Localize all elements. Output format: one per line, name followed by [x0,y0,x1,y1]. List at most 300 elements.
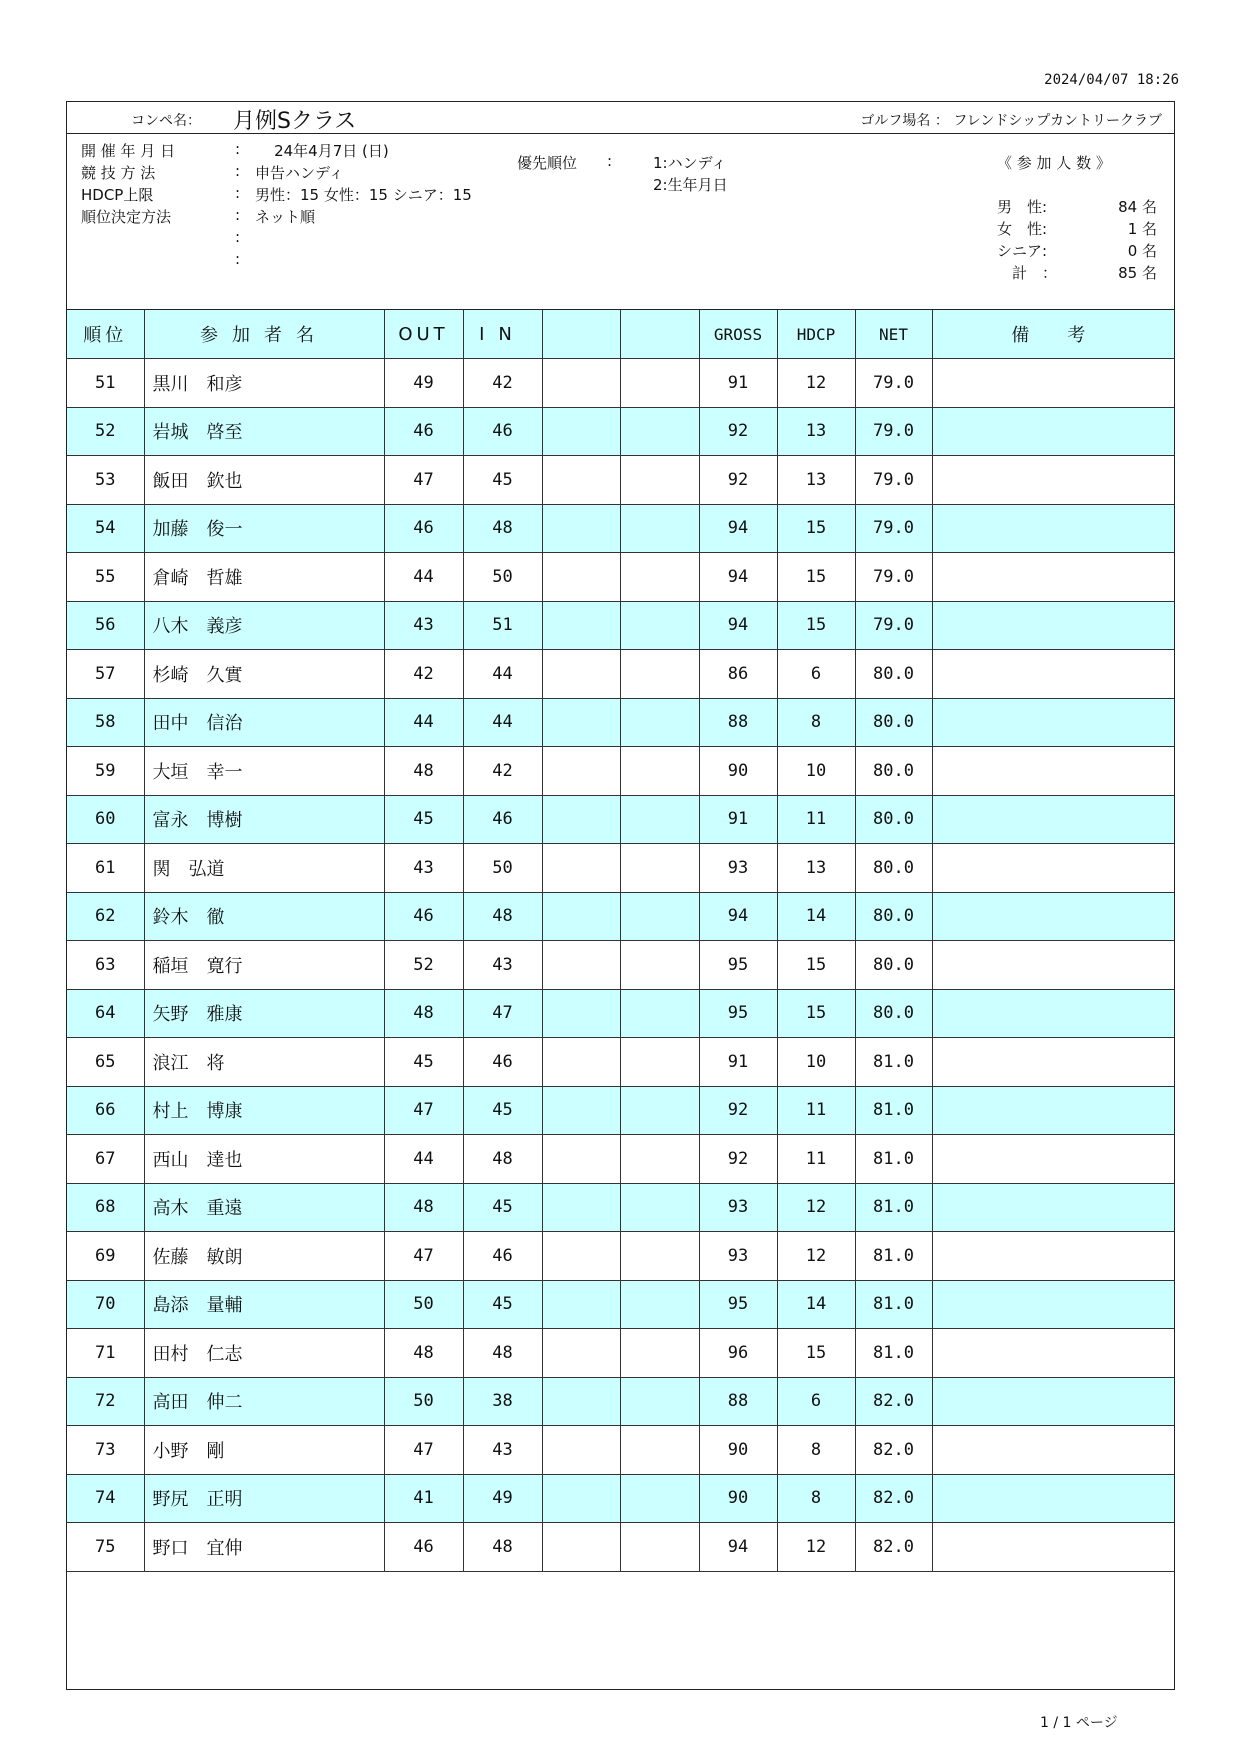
cell-net: 81.0 [855,1329,932,1378]
cell-out: 41 [384,1474,463,1523]
cell-net: 80.0 [855,650,932,699]
cell-blank [620,407,699,456]
cell-remarks [932,1474,1174,1523]
cell-remarks [932,1086,1174,1135]
cell-blank [620,941,699,990]
cell-out: 48 [384,989,463,1038]
cell-net: 79.0 [855,407,932,456]
cell-net: 79.0 [855,359,932,408]
cell-out: 47 [384,1232,463,1281]
header-rank: 順位 [67,310,144,359]
participants-label: シニア: [997,242,1048,260]
priority-1: 1:ハンディ [653,154,727,172]
cell-blank [542,844,620,893]
competition-name: 月例Sクラス [233,109,357,134]
cell-net: 82.0 [855,1523,932,1572]
cell-gross: 86 [699,650,777,699]
priority-2: 2:生年月日 [653,176,728,194]
header-hdcp: HDCP [777,310,855,359]
cell-gross: 93 [699,1183,777,1232]
cell-name: 稲垣 寛行 [144,941,384,990]
cell-in: 45 [463,1086,542,1135]
cell-in: 51 [463,601,542,650]
cell-name: 野尻 正明 [144,1474,384,1523]
cell-name: 西山 達也 [144,1135,384,1184]
cell-net: 80.0 [855,941,932,990]
cell-in: 48 [463,504,542,553]
cell-remarks [932,1377,1174,1426]
cell-net: 81.0 [855,1086,932,1135]
cell-hdcp: 11 [777,1135,855,1184]
cell-name: 野口 宜伸 [144,1523,384,1572]
cell-out: 44 [384,553,463,602]
competition-info [67,134,1174,310]
table-row [67,747,1174,796]
cell-blank [620,747,699,796]
cell-out: 43 [384,601,463,650]
cell-hdcp: 6 [777,1377,855,1426]
cell-rank: 57 [67,650,144,699]
results-sheet [66,101,1175,1690]
cell-in: 44 [463,698,542,747]
table-row [67,1183,1174,1232]
cell-blank [542,795,620,844]
cell-in: 46 [463,795,542,844]
cell-remarks [932,359,1174,408]
cell-name: 加藤 俊一 [144,504,384,553]
info-colon: : [235,228,241,246]
cell-blank [542,1329,620,1378]
cell-in: 46 [463,1038,542,1087]
info-label-hdcp-limit: HDCP上限 [81,186,154,204]
table-row [67,504,1174,553]
cell-in: 42 [463,359,542,408]
participants-value: 84 名 [1118,198,1157,216]
cell-blank [620,1232,699,1281]
participants-label: 男 性: [997,198,1048,216]
cell-hdcp: 14 [777,1280,855,1329]
cell-rank: 63 [67,941,144,990]
table-row [67,407,1174,456]
cell-in: 50 [463,553,542,602]
cell-blank [542,456,620,505]
cell-out: 50 [384,1377,463,1426]
cell-rank: 72 [67,1377,144,1426]
table-row [67,456,1174,505]
cell-name: 岩城 啓至 [144,407,384,456]
cell-blank [542,1135,620,1184]
cell-blank [620,989,699,1038]
cell-name: 八木 義彦 [144,601,384,650]
cell-net: 79.0 [855,504,932,553]
cell-in: 48 [463,892,542,941]
cell-out: 46 [384,504,463,553]
cell-name: 田村 仁志 [144,1329,384,1378]
cell-blank [620,1183,699,1232]
cell-out: 48 [384,1183,463,1232]
cell-out: 44 [384,1135,463,1184]
cell-blank [620,698,699,747]
cell-net: 81.0 [855,1280,932,1329]
cell-out: 42 [384,650,463,699]
cell-hdcp: 12 [777,359,855,408]
participants-label: 計 ： [997,264,1058,282]
cell-rank: 75 [67,1523,144,1572]
cell-rank: 73 [67,1426,144,1475]
cell-gross: 94 [699,892,777,941]
table-row [67,698,1174,747]
participants-value: 0 名 [1127,242,1157,260]
cell-remarks [932,1280,1174,1329]
cell-hdcp: 11 [777,1086,855,1135]
cell-net: 80.0 [855,892,932,941]
cell-remarks [932,747,1174,796]
cell-rank: 55 [67,553,144,602]
cell-hdcp: 15 [777,553,855,602]
table-row [67,1038,1174,1087]
cell-net: 79.0 [855,601,932,650]
table-row [67,650,1174,699]
cell-name: 高木 重遠 [144,1183,384,1232]
cell-hdcp: 15 [777,989,855,1038]
cell-blank [542,1038,620,1087]
participants-label: 女 性: [997,220,1048,238]
cell-hdcp: 15 [777,601,855,650]
cell-rank: 74 [67,1474,144,1523]
cell-out: 46 [384,892,463,941]
cell-name: 高田 伸二 [144,1377,384,1426]
course-info [860,110,1162,130]
cell-in: 47 [463,989,542,1038]
cell-out: 49 [384,359,463,408]
cell-blank [542,698,620,747]
cell-blank [542,650,620,699]
cell-name: 富永 博樹 [144,795,384,844]
info-colon: : [235,184,241,202]
cell-blank [542,989,620,1038]
cell-gross: 91 [699,359,777,408]
table-row [67,844,1174,893]
competition-label: コンペ名： [131,113,201,129]
cell-name: 杉崎 久實 [144,650,384,699]
cell-out: 47 [384,456,463,505]
cell-rank: 58 [67,698,144,747]
print-timestamp: 2024/04/07 18:26 [1044,72,1179,88]
info-value-hdcp-limit: 男性：15 女性：15 シニア：15 [255,186,472,204]
cell-blank [620,1280,699,1329]
cell-gross: 94 [699,1523,777,1572]
cell-name: 村上 博康 [144,1086,384,1135]
cell-gross: 91 [699,795,777,844]
cell-blank [620,1086,699,1135]
cell-blank [542,1280,620,1329]
header-remarks: 備 考 [932,310,1174,359]
cell-net: 82.0 [855,1426,932,1475]
participants-value: 85 名 [1118,264,1157,282]
cell-blank [620,601,699,650]
cell-blank [542,1474,620,1523]
info-label-method: 競 技 方 法 [81,164,156,182]
priority-colon: : [607,152,613,170]
cell-blank [542,553,620,602]
cell-blank [620,795,699,844]
cell-blank [620,892,699,941]
cell-rank: 68 [67,1183,144,1232]
cell-rank: 64 [67,989,144,1038]
cell-remarks [932,1183,1174,1232]
cell-gross: 90 [699,1426,777,1475]
cell-gross: 93 [699,1232,777,1281]
cell-blank [542,504,620,553]
cell-hdcp: 13 [777,407,855,456]
cell-blank [542,941,620,990]
cell-hdcp: 12 [777,1523,855,1572]
cell-in: 45 [463,456,542,505]
cell-hdcp: 14 [777,892,855,941]
cell-hdcp: 10 [777,1038,855,1087]
cell-remarks [932,1135,1174,1184]
header-gross: GROSS [699,310,777,359]
info-value-method: 申告ハンディ [255,164,344,182]
cell-rank: 59 [67,747,144,796]
cell-hdcp: 10 [777,747,855,796]
cell-blank [542,892,620,941]
cell-out: 48 [384,1329,463,1378]
cell-gross: 92 [699,407,777,456]
cell-out: 52 [384,941,463,990]
cell-remarks [932,456,1174,505]
page-number: 1 / 1 ページ [1040,1715,1118,1731]
cell-hdcp: 13 [777,456,855,505]
cell-net: 81.0 [855,1038,932,1087]
cell-rank: 53 [67,456,144,505]
participants-value: 1 名 [1127,220,1157,238]
cell-net: 80.0 [855,989,932,1038]
cell-net: 80.0 [855,747,932,796]
info-label-ranking: 順位決定方法 [81,208,172,226]
cell-hdcp: 15 [777,504,855,553]
cell-blank [620,456,699,505]
table-row [67,1232,1174,1281]
cell-blank [542,1086,620,1135]
cell-in: 49 [463,1474,542,1523]
header-blank [620,310,699,359]
cell-blank [620,650,699,699]
cell-blank [620,553,699,602]
table-row [67,1474,1174,1523]
priority-label: 優先順位 [517,154,578,172]
results-table [67,310,1174,1572]
cell-blank [542,747,620,796]
cell-remarks [932,504,1174,553]
cell-gross: 91 [699,1038,777,1087]
cell-hdcp: 6 [777,650,855,699]
table-row [67,989,1174,1038]
cell-rank: 71 [67,1329,144,1378]
cell-out: 47 [384,1426,463,1475]
table-row [67,1086,1174,1135]
cell-remarks [932,989,1174,1038]
info-colon: : [235,250,241,268]
cell-name: 関 弘道 [144,844,384,893]
table-row [67,1135,1174,1184]
table-row [67,892,1174,941]
cell-gross: 94 [699,601,777,650]
cell-remarks [932,1426,1174,1475]
header-blank [542,310,620,359]
cell-out: 43 [384,844,463,893]
cell-remarks [932,795,1174,844]
cell-rank: 69 [67,1232,144,1281]
cell-gross: 96 [699,1329,777,1378]
cell-gross: 90 [699,1474,777,1523]
cell-rank: 60 [67,795,144,844]
cell-hdcp: 12 [777,1232,855,1281]
cell-gross: 88 [699,1377,777,1426]
cell-in: 48 [463,1329,542,1378]
cell-gross: 95 [699,1280,777,1329]
cell-in: 48 [463,1135,542,1184]
table-row [67,1426,1174,1475]
cell-blank [542,601,620,650]
info-value-ranking: ネット順 [255,208,316,226]
table-row [67,553,1174,602]
cell-blank [542,1377,620,1426]
cell-remarks [932,941,1174,990]
cell-out: 44 [384,698,463,747]
table-row [67,1523,1174,1572]
cell-net: 79.0 [855,553,932,602]
cell-blank [542,1523,620,1572]
header-name: 参加者名 [144,310,384,359]
cell-gross: 92 [699,456,777,505]
cell-blank [620,844,699,893]
cell-name: 田中 信治 [144,698,384,747]
cell-remarks [932,1232,1174,1281]
cell-out: 45 [384,795,463,844]
cell-gross: 95 [699,941,777,990]
cell-blank [542,1183,620,1232]
cell-in: 50 [463,844,542,893]
cell-remarks [932,698,1174,747]
cell-net: 80.0 [855,698,932,747]
cell-rank: 61 [67,844,144,893]
header-in: IN [463,310,542,359]
cell-remarks [932,892,1174,941]
cell-net: 81.0 [855,1135,932,1184]
cell-net: 79.0 [855,456,932,505]
cell-blank [620,1426,699,1475]
table-row [67,941,1174,990]
cell-hdcp: 8 [777,1426,855,1475]
cell-rank: 65 [67,1038,144,1087]
cell-remarks [932,553,1174,602]
cell-blank [620,1135,699,1184]
cell-hdcp: 15 [777,1329,855,1378]
cell-blank [620,1474,699,1523]
cell-rank: 52 [67,407,144,456]
cell-rank: 51 [67,359,144,408]
info-value-date: 24年4月7日 (日) [255,142,389,160]
table-row [67,795,1174,844]
cell-hdcp: 8 [777,1474,855,1523]
cell-gross: 95 [699,989,777,1038]
cell-rank: 54 [67,504,144,553]
cell-name: 小野 剛 [144,1426,384,1475]
cell-remarks [932,1523,1174,1572]
cell-net: 80.0 [855,795,932,844]
cell-rank: 70 [67,1280,144,1329]
cell-name: 黒川 和彦 [144,359,384,408]
table-row [67,601,1174,650]
cell-in: 46 [463,1232,542,1281]
cell-gross: 94 [699,553,777,602]
header-out: OUT [384,310,463,359]
cell-net: 82.0 [855,1377,932,1426]
cell-in: 43 [463,941,542,990]
cell-remarks [932,650,1174,699]
cell-gross: 92 [699,1086,777,1135]
cell-in: 44 [463,650,542,699]
cell-in: 48 [463,1523,542,1572]
cell-net: 81.0 [855,1183,932,1232]
cell-out: 48 [384,747,463,796]
cell-hdcp: 8 [777,698,855,747]
cell-net: 81.0 [855,1232,932,1281]
cell-remarks [932,1038,1174,1087]
cell-blank [620,359,699,408]
cell-in: 46 [463,407,542,456]
cell-hdcp: 15 [777,941,855,990]
cell-blank [620,1523,699,1572]
cell-name: 倉崎 哲雄 [144,553,384,602]
cell-remarks [932,407,1174,456]
cell-blank [542,1232,620,1281]
cell-remarks [932,601,1174,650]
course-name: フレンドシップカントリークラブ [953,113,1162,129]
cell-blank [620,1038,699,1087]
cell-in: 45 [463,1280,542,1329]
info-colon: : [235,206,241,224]
course-label: ゴルフ場名 ： [860,113,949,129]
cell-rank: 67 [67,1135,144,1184]
cell-rank: 56 [67,601,144,650]
cell-net: 82.0 [855,1474,932,1523]
info-label-date: 開 催 年 月 日 [81,142,176,160]
cell-name: 鈴木 徹 [144,892,384,941]
header-net: NET [855,310,932,359]
cell-blank [620,1329,699,1378]
cell-hdcp: 12 [777,1183,855,1232]
cell-rank: 62 [67,892,144,941]
cell-blank [620,504,699,553]
cell-out: 47 [384,1086,463,1135]
cell-out: 45 [384,1038,463,1087]
cell-hdcp: 11 [777,795,855,844]
title-bar [67,102,1174,134]
cell-gross: 94 [699,504,777,553]
cell-net: 80.0 [855,844,932,893]
table-row [67,1280,1174,1329]
cell-name: 佐藤 敏朗 [144,1232,384,1281]
cell-name: 飯田 欽也 [144,456,384,505]
table-row [67,1377,1174,1426]
cell-name: 島添 量輔 [144,1280,384,1329]
cell-name: 矢野 雅康 [144,989,384,1038]
cell-rank: 66 [67,1086,144,1135]
cell-gross: 93 [699,844,777,893]
participants-title: 《 参 加 人 数 》 [997,154,1111,172]
